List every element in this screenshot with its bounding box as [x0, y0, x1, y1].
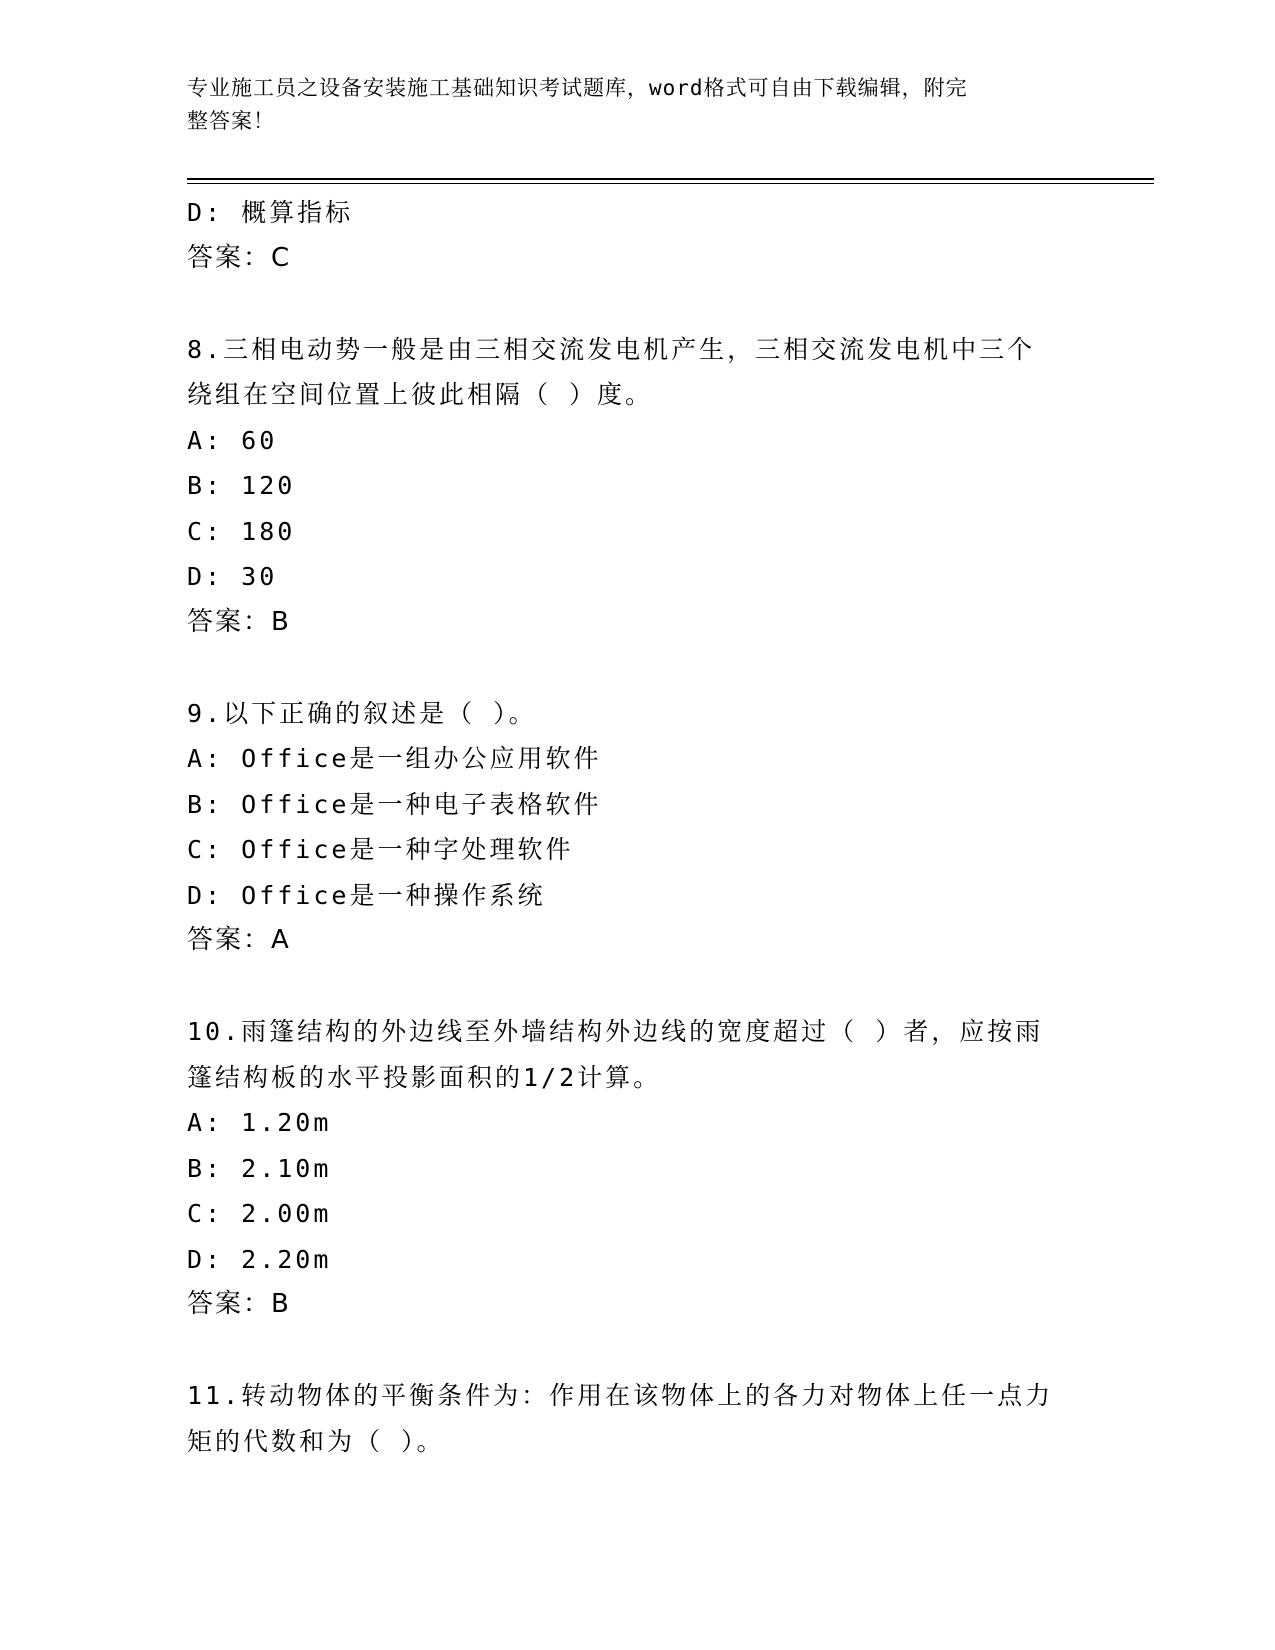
option-a: A: Office是一组办公应用软件	[187, 744, 602, 773]
answer: 答案：B	[187, 1289, 291, 1319]
prev-option-d: D: 概算指标	[187, 198, 354, 227]
document-header	[187, 72, 1067, 138]
question-11	[187, 1373, 1087, 1464]
question-list	[187, 190, 1087, 1464]
question-stem-line: 11.转动物体的平衡条件为：作用在该物体上的各力对物体上任一点力	[187, 1381, 1054, 1410]
option-b: B: 2.10m	[187, 1153, 332, 1183]
option-d: D: 30	[187, 562, 278, 591]
answer: 答案：A	[187, 925, 291, 955]
question-stem-line: 10.雨篷结构的外边线至外墙结构外边线的宽度超过（ ）者，应按雨	[187, 1017, 1044, 1046]
header-divider-thin	[187, 183, 1154, 184]
question-9	[187, 691, 1087, 964]
option-c: C: Office是一种字处理软件	[187, 835, 574, 864]
option-c: C: 2.00m	[187, 1199, 332, 1228]
prev-answer: 答案：C	[187, 242, 292, 273]
question-8	[187, 327, 1087, 646]
option-d: D: 2.20m	[187, 1244, 332, 1274]
header-line-1: 专业施工员之设备安装施工基础知识考试题库，word格式可自由下载编辑，附完	[187, 76, 968, 100]
option-b: B: 120	[187, 471, 296, 500]
header-divider-thick	[187, 178, 1154, 180]
option-c: C: 180	[187, 516, 296, 546]
question-stem-line: 8.三相电动势一般是由三相交流发电机产生，三相交流发电机中三个	[187, 334, 1036, 364]
question-stem-line: 矩的代数和为（ ）。	[187, 1426, 445, 1456]
question-stem-line: 9.以下正确的叙述是（ ）。	[187, 698, 537, 728]
question-stem-line: 篷结构板的水平投影面积的1/2计算。	[187, 1062, 662, 1092]
option-a: A: 60	[187, 425, 278, 455]
option-d: D: Office是一种操作系统	[187, 880, 546, 910]
header-line-2: 整答案！	[187, 109, 275, 133]
question-stem-line: 绕组在空间位置上彼此相隔（ ）度。	[187, 380, 654, 409]
option-a: A: 1.20m	[187, 1108, 332, 1137]
answer: 答案：B	[187, 606, 291, 637]
option-b: B: Office是一种电子表格软件	[187, 789, 602, 819]
question-10	[187, 1009, 1087, 1328]
